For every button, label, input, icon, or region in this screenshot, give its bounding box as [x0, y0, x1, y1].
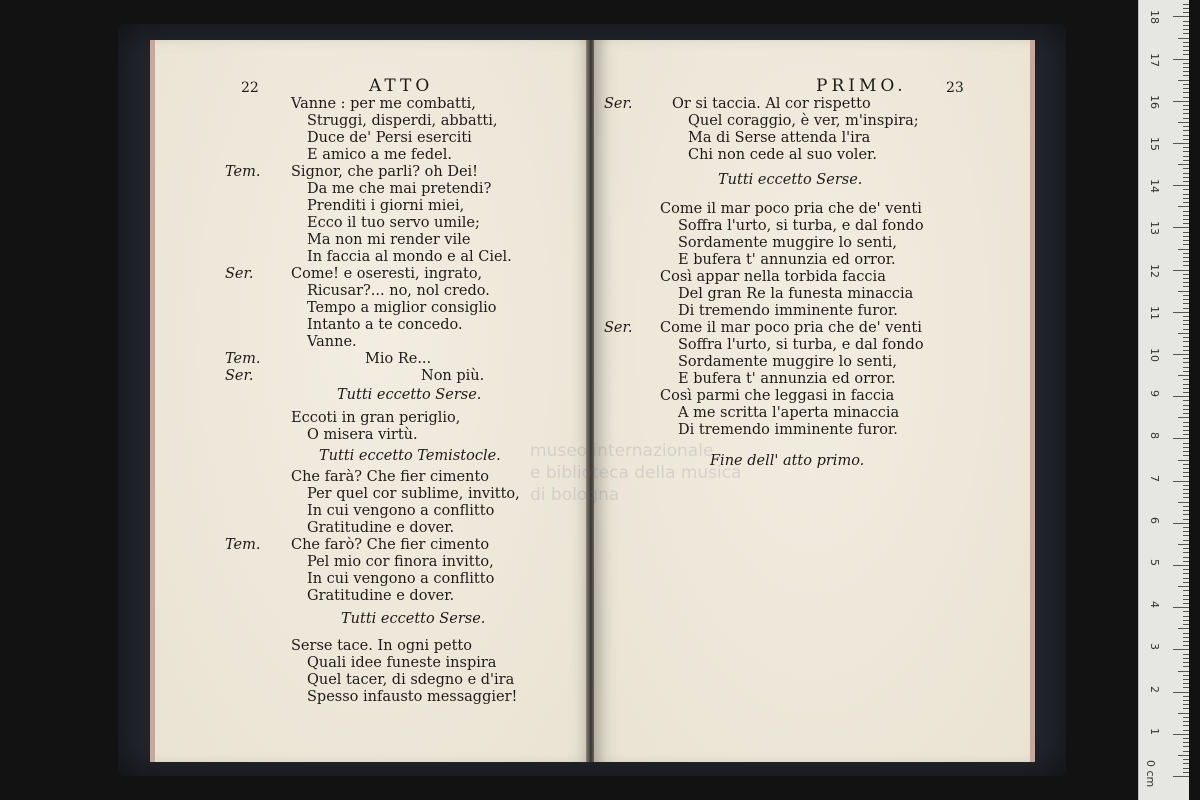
ruler-tick — [1183, 611, 1189, 612]
verse-line: Sordamente muggire lo senti, — [678, 235, 898, 251]
verse-line: Quali idee funeste inspira — [307, 655, 497, 671]
ruler-number: 1 — [1148, 727, 1161, 735]
ruler-tick — [1183, 202, 1189, 203]
ruler-tick — [1173, 101, 1189, 102]
ruler-tick — [1183, 451, 1189, 452]
stage-direction: Tutti eccetto Temistocle. — [319, 448, 501, 464]
verse-line: Del gran Re la funesta minaccia — [678, 286, 914, 302]
verse-line: Soffra l'urto, si turba, e dal fondo — [678, 337, 924, 353]
ruler-tick — [1183, 595, 1189, 596]
ruler-tick — [1183, 447, 1189, 448]
ruler-tick — [1178, 375, 1189, 376]
verse-line: Ma di Serse attenda l'ira — [688, 130, 871, 146]
running-head-left: ATTO — [369, 76, 434, 96]
ruler-tick — [1183, 540, 1189, 541]
ruler-tick — [1178, 333, 1189, 334]
ruler-tick — [1183, 552, 1189, 553]
ruler-tick — [1173, 270, 1189, 271]
ruler-tick — [1183, 257, 1189, 258]
ruler-tick — [1183, 29, 1189, 30]
ruler-tick — [1183, 730, 1189, 731]
verse-line: Quel coraggio, è ver, m'inspira; — [688, 113, 919, 129]
ruler-tick — [1183, 147, 1189, 148]
ruler-tick — [1183, 50, 1189, 51]
ruler-tick — [1173, 481, 1189, 482]
ruler-tick — [1183, 590, 1189, 591]
verse-line: E bufera t' annunzia ed orror. — [678, 252, 896, 268]
ruler-tick — [1183, 350, 1189, 351]
verse-line: Struggi, disperdi, abbatti, — [307, 113, 498, 129]
ruler-tick — [1183, 240, 1189, 241]
ruler-tick — [1183, 236, 1189, 237]
ruler-tick — [1183, 25, 1189, 26]
ruler-tick — [1183, 455, 1189, 456]
ruler-tick — [1183, 573, 1189, 574]
ruler-tick — [1183, 603, 1189, 604]
ruler-number: 2 — [1148, 685, 1161, 693]
ruler-tick — [1183, 303, 1189, 304]
ruler-tick — [1183, 316, 1189, 317]
ruler-tick — [1183, 557, 1189, 558]
ruler-tick — [1183, 324, 1189, 325]
ruler-tick — [1183, 337, 1189, 338]
ruler-tick — [1173, 734, 1189, 735]
verse-line: Prenditi i giorni miei, — [307, 198, 465, 214]
ruler-tick — [1183, 219, 1189, 220]
ruler-tick — [1183, 666, 1189, 667]
ruler-tick — [1183, 422, 1189, 423]
ruler-tick — [1183, 341, 1189, 342]
ruler-tick — [1183, 42, 1189, 43]
ruler-tick — [1183, 641, 1189, 642]
watermark-line: e biblioteca della musica — [530, 463, 742, 483]
ruler-tick — [1183, 33, 1189, 34]
ruler-tick — [1183, 126, 1189, 127]
ruler-tick — [1183, 633, 1189, 634]
ruler-tick — [1178, 755, 1189, 756]
ruler-number: 9 — [1148, 390, 1161, 398]
ruler-number: 5 — [1148, 559, 1161, 566]
watermark-line: museo internazionale — [530, 441, 714, 461]
ruler-tick — [1183, 514, 1189, 515]
verse-line: Duce de' Persi eserciti — [307, 130, 472, 146]
ruler-tick — [1183, 654, 1189, 655]
verse-line: E bufera t' annunzia ed orror. — [678, 371, 896, 387]
ruler-tick — [1183, 696, 1189, 697]
ruler-tick — [1183, 265, 1189, 266]
ruler-tick — [1183, 489, 1189, 490]
verse-line: Serse tace. In ogni petto — [291, 638, 472, 654]
ruler-tick — [1183, 725, 1189, 726]
ruler-tick — [1183, 746, 1189, 747]
ruler-tick — [1178, 206, 1189, 207]
ruler-tick — [1183, 54, 1189, 55]
ruler-tick — [1183, 738, 1189, 739]
measuring-ruler — [1138, 0, 1189, 800]
verse-line: Quel tacer, di sdegno e d'ira — [307, 672, 515, 688]
ruler-tick — [1183, 12, 1189, 13]
ruler-tick — [1183, 763, 1189, 764]
ruler-tick — [1183, 278, 1189, 279]
ruler-number: 6 — [1148, 516, 1161, 524]
ruler-tick — [1183, 662, 1189, 663]
running-head-right: PRIMO. — [816, 76, 907, 96]
ruler-tick — [1183, 599, 1189, 600]
watermark-line: di bologna — [530, 485, 620, 505]
ruler-tick — [1178, 713, 1189, 714]
ruler-tick — [1183, 282, 1189, 283]
ruler-tick — [1173, 649, 1189, 650]
ruler-tick — [1183, 624, 1189, 625]
verse-line: Soffra l'urto, si turba, e dal fondo — [678, 218, 924, 234]
ruler-tick — [1183, 468, 1189, 469]
ruler-tick — [1183, 384, 1189, 385]
ruler-tick — [1183, 160, 1189, 161]
ruler-tick — [1183, 413, 1189, 414]
ruler-tick — [1183, 388, 1189, 389]
verse-line: Di tremendo imminente furor. — [678, 303, 898, 319]
ruler-tick — [1183, 139, 1189, 140]
verse-line: Come! e oseresti, ingrato, — [291, 266, 483, 282]
ruler-tick — [1183, 295, 1189, 296]
verse-line: Tempo a miglior consiglio — [307, 300, 497, 316]
speaker-label: Tem. — [225, 164, 261, 180]
ruler-tick — [1178, 460, 1189, 461]
ruler-tick — [1178, 80, 1189, 81]
ruler-tick — [1173, 438, 1189, 439]
ruler-tick — [1178, 291, 1189, 292]
verse-line: In cui vengono a conflitto — [307, 571, 495, 587]
ruler-tick — [1173, 776, 1189, 777]
ruler-tick — [1183, 506, 1189, 507]
verse-line: Che farà? Che fier cimento — [291, 469, 489, 485]
ruler-tick — [1183, 679, 1189, 680]
ruler-tick — [1183, 75, 1189, 76]
ruler-tick — [1183, 561, 1189, 562]
open-book — [142, 40, 1038, 766]
ruler-tick — [1183, 426, 1189, 427]
ruler-tick — [1178, 38, 1189, 39]
ruler-tick — [1183, 409, 1189, 410]
verse-line: Per quel cor sublime, invitto, — [307, 486, 520, 502]
ruler-tick — [1183, 721, 1189, 722]
ruler-tick — [1173, 354, 1189, 355]
ruler-tick — [1183, 751, 1189, 752]
ruler-tick — [1183, 717, 1189, 718]
ruler-tick — [1183, 211, 1189, 212]
ruler-tick — [1183, 485, 1189, 486]
ruler-number: 8 — [1148, 432, 1161, 440]
ruler-tick — [1183, 700, 1189, 701]
ruler-tick — [1183, 173, 1189, 174]
left-page — [150, 40, 593, 762]
ruler-tick — [1183, 4, 1189, 5]
ruler-number: 15 — [1148, 137, 1161, 151]
ruler-tick — [1183, 215, 1189, 216]
verse-line: A me scritta l'aperta minaccia — [678, 405, 900, 421]
ruler-tick — [1178, 628, 1189, 629]
ruler-tick — [1183, 168, 1189, 169]
ruler-tick — [1183, 493, 1189, 494]
verse-line: Pel mio cor finora invitto, — [307, 554, 494, 570]
ruler-number: 13 — [1148, 221, 1161, 236]
stage-direction: Tutti eccetto Serse. — [337, 387, 482, 403]
ruler-tick — [1183, 392, 1189, 393]
ruler-tick — [1183, 232, 1189, 233]
verse-line: Gratitudine e dover. — [307, 520, 455, 536]
ruler-tick — [1183, 223, 1189, 224]
ruler-tick — [1183, 367, 1189, 368]
library-watermark — [530, 440, 742, 506]
ruler-tick — [1183, 637, 1189, 638]
verse-line: Intanto a te concedo. — [307, 317, 463, 333]
speaker-label: Ser. — [604, 96, 633, 112]
ruler-tick — [1183, 346, 1189, 347]
verse-line: Or si taccia. Al cor rispetto — [672, 96, 871, 112]
ruler-tick — [1183, 472, 1189, 473]
ruler-tick — [1173, 59, 1189, 60]
ruler-tick — [1183, 329, 1189, 330]
ruler-tick — [1178, 502, 1189, 503]
ruler-tick — [1183, 299, 1189, 300]
ruler-tick — [1183, 194, 1189, 195]
ruler-tick — [1183, 658, 1189, 659]
ruler-tick — [1183, 569, 1189, 570]
stage-direction: Tutti eccetto Serse. — [718, 172, 863, 188]
ruler-tick — [1183, 434, 1189, 435]
ruler-number: 7 — [1148, 474, 1161, 482]
verse-line: Così parmi che leggasi in faccia — [660, 388, 895, 404]
ruler-tick — [1183, 308, 1189, 309]
ruler-tick — [1183, 63, 1189, 64]
verse-line: O misera virtù. — [307, 427, 418, 443]
ruler-tick — [1183, 97, 1189, 98]
ruler-tick — [1183, 645, 1189, 646]
ruler-tick — [1173, 607, 1189, 608]
ruler-tick — [1183, 531, 1189, 532]
ruler-tick — [1183, 362, 1189, 363]
ruler-tick — [1183, 510, 1189, 511]
ruler-number: 3 — [1148, 643, 1161, 651]
ruler-tick — [1183, 88, 1189, 89]
ruler-tick — [1183, 616, 1189, 617]
ruler-tick — [1183, 109, 1189, 110]
verse-line: E amico a me fedel. — [307, 147, 452, 163]
ruler-number: 11 — [1148, 305, 1161, 320]
ruler-tick — [1173, 312, 1189, 313]
ruler-tick — [1183, 156, 1189, 157]
verse-line: Gratitudine e dover. — [307, 588, 455, 604]
speaker-label: Ser. — [225, 368, 254, 384]
ruler-tick — [1183, 198, 1189, 199]
speaker-label: Tem. — [225, 537, 261, 553]
ruler-tick — [1183, 464, 1189, 465]
ruler-tick — [1178, 249, 1189, 250]
ruler-tick — [1173, 396, 1189, 397]
verse-line: Ecco il tuo servo umile; — [307, 215, 480, 231]
ruler-tick — [1183, 274, 1189, 275]
ruler-tick — [1173, 16, 1189, 17]
ruler-tick — [1178, 544, 1189, 545]
ruler-number: 18 — [1148, 10, 1161, 25]
ruler-tick — [1183, 675, 1189, 676]
ruler-tick — [1183, 177, 1189, 178]
verse-line: Ricusar?... no, nol credo. — [307, 283, 490, 299]
speaker-label: Ser. — [604, 320, 633, 336]
ruler-tick — [1183, 371, 1189, 372]
ruler-tick — [1183, 71, 1189, 72]
ruler-tick — [1173, 565, 1189, 566]
ruler-tick — [1173, 523, 1189, 524]
verse-line: Così appar nella torbida faccia — [660, 269, 886, 285]
ruler-tick — [1183, 244, 1189, 245]
ruler-tick — [1183, 320, 1189, 321]
verse-line: Che farò? Che fier cimento — [291, 537, 490, 553]
ruler-number: 12 — [1148, 263, 1161, 278]
page-number-left: 22 — [241, 80, 259, 96]
ruler-tick — [1183, 130, 1189, 131]
ruler-tick — [1183, 768, 1189, 769]
verse-line: In cui vengono a conflitto — [307, 503, 495, 519]
ruler-tick — [1183, 405, 1189, 406]
verse-line: Come il mar poco pria che de' venti — [660, 201, 922, 217]
ruler-tick — [1183, 135, 1189, 136]
ruler-tick — [1173, 185, 1189, 186]
ruler-tick — [1183, 687, 1189, 688]
ruler-tick — [1183, 253, 1189, 254]
speaker-label: Tem. — [225, 351, 261, 367]
ruler-tick — [1183, 704, 1189, 705]
verse-line: Chi non cede al suo voler. — [688, 147, 877, 163]
ruler-tick — [1183, 708, 1189, 709]
ruler-tick — [1183, 286, 1189, 287]
ruler-tick — [1183, 84, 1189, 85]
ruler-tick — [1183, 683, 1189, 684]
ruler-tick — [1173, 692, 1189, 693]
ruler-tick — [1183, 772, 1189, 773]
verse-line: In faccia al mondo e al Ciel. — [307, 249, 512, 265]
ruler-number: 17 — [1148, 52, 1161, 67]
page-number-right: 23 — [946, 80, 964, 96]
ruler-tick — [1183, 118, 1189, 119]
ruler-tick — [1183, 92, 1189, 93]
ruler-tick — [1183, 400, 1189, 401]
verse-line: Ma non mi render vile — [307, 232, 471, 248]
ruler-tick — [1183, 519, 1189, 520]
verse-line: Di tremendo imminente furor. — [678, 422, 898, 438]
ruler-tick — [1183, 261, 1189, 262]
ruler-tick — [1183, 67, 1189, 68]
verse-line: Da me che mai pretendi? — [307, 181, 492, 197]
verse-line: Sordamente muggire lo senti, — [678, 354, 898, 370]
ruler-tick — [1183, 759, 1189, 760]
ruler-tick — [1178, 122, 1189, 123]
ruler-number: 14 — [1148, 179, 1161, 194]
ruler-tick — [1183, 379, 1189, 380]
verse-line: Vanne : per me combatti, — [291, 96, 476, 112]
ruler-tick — [1183, 535, 1189, 536]
ruler-tick — [1183, 358, 1189, 359]
speaker-label: Ser. — [225, 266, 254, 282]
ruler-tick — [1183, 181, 1189, 182]
ruler-tick — [1178, 586, 1189, 587]
verse-line: Signor, che parli? oh Dei! — [291, 164, 478, 180]
ruler-tick — [1183, 476, 1189, 477]
ruler-number: 16 — [1148, 94, 1161, 109]
verse-line: Eccoti in gran periglio, — [291, 410, 461, 426]
ruler-tick — [1183, 105, 1189, 106]
ruler-tick — [1183, 443, 1189, 444]
verse-line: Come il mar poco pria che de' venti — [660, 320, 922, 336]
ruler-number: 4 — [1148, 601, 1161, 609]
verse-line: Vanne. — [307, 334, 357, 350]
ruler-number: 10 — [1148, 348, 1161, 362]
ruler-tick — [1183, 46, 1189, 47]
ruler-tick — [1183, 578, 1189, 579]
ruler-tick — [1178, 671, 1189, 672]
ruler-tick — [1183, 189, 1189, 190]
ruler-tick — [1183, 151, 1189, 152]
end-note: Fine dell' atto primo. — [710, 453, 865, 469]
ruler-tick — [1183, 497, 1189, 498]
ruler-tick — [1173, 227, 1189, 228]
ruler-tick — [1183, 582, 1189, 583]
ruler-tick — [1183, 430, 1189, 431]
right-page — [594, 40, 1035, 762]
ruler-tick — [1178, 417, 1189, 418]
ruler-tick — [1183, 527, 1189, 528]
verse-line: Non più. — [421, 368, 485, 384]
ruler-tick — [1173, 143, 1189, 144]
ruler-tick — [1183, 548, 1189, 549]
ruler-tick — [1183, 8, 1189, 9]
ruler-tick — [1183, 113, 1189, 114]
ruler-tick — [1183, 620, 1189, 621]
ruler-unit-label: 0 cm — [1144, 760, 1157, 788]
stage-direction: Tutti eccetto Serse. — [341, 611, 486, 627]
ruler-tick — [1178, 164, 1189, 165]
verse-line: Spesso infausto messaggier! — [307, 689, 518, 705]
verse-line: Mio Re... — [365, 351, 432, 367]
ruler-tick — [1183, 742, 1189, 743]
ruler-tick — [1183, 21, 1189, 22]
